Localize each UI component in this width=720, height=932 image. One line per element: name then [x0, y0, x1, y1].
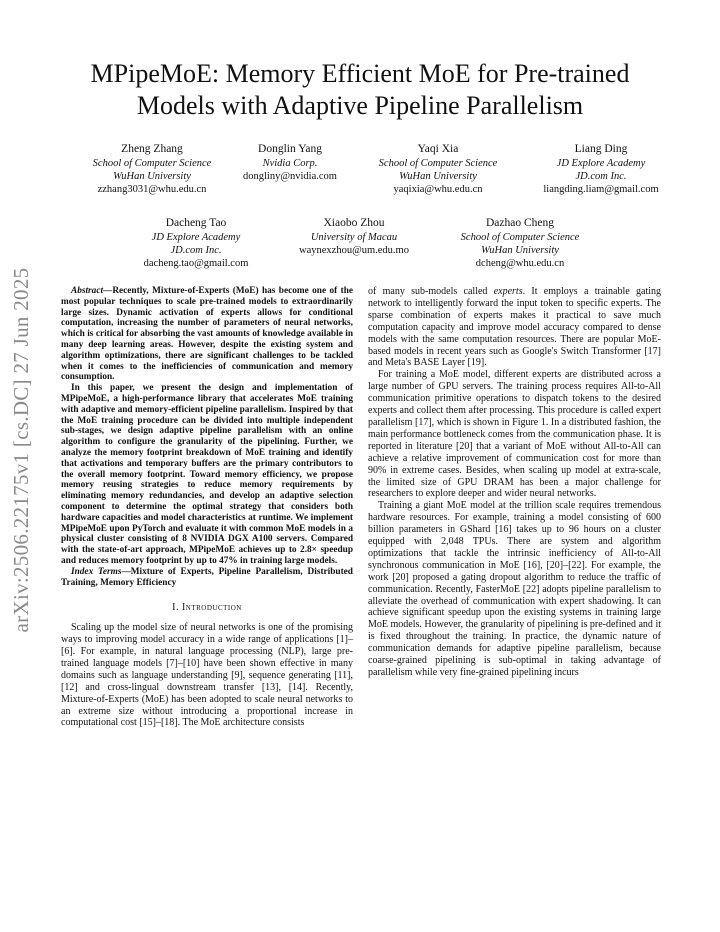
- right-column: [368, 286, 661, 679]
- author-block: [82, 143, 222, 196]
- author-affiliation: University of Macau: [310, 232, 398, 243]
- author-name: Liang Ding: [574, 143, 628, 155]
- text-run: . It employs a trainable gating network to intelligently forward the input token to specific experts. The sparse combination of experts makes it practical to save much computation capacity and improve model accuracy compared to dense models with the same computation resources. There are popular MoE-based models in recent years such as Google's Switch Transformer [17] and Meta's BASE Layer [19].: [368, 286, 661, 369]
- author-name: Dazhao Cheng: [485, 217, 555, 229]
- section-heading: I. Introduction: [172, 602, 242, 614]
- body-paragraph: Scaling up the model size of neural networks is one of the promising ways to improving model accuracy in a wide range of applications [1]–[6]. For example, in natural language processing (NLP), large pre-trained language models [7]–[10] have been shown effective in many domains such as language understanding [9], sequence generating [11], [12] and cross-lingual downstream transfer [13], [14]. Recently, Mixture-of-Experts (MoE) has been adopted to scale neural networks to an extreme size without introducing a proportional increase in computational cost [15]–[18]. The MoE architecture consists: [61, 622, 353, 729]
- author-org: WuHan University: [481, 245, 559, 256]
- left-column: [61, 286, 353, 729]
- author-email: zzhang3031@whu.edu.cn: [97, 184, 207, 195]
- author-affiliation: JD Explore Academy: [556, 158, 646, 169]
- abstract-paragraph: [61, 286, 353, 383]
- author-org: WuHan University: [113, 171, 191, 182]
- author-block: [225, 143, 355, 183]
- author-affiliation: JD Explore Academy: [151, 232, 241, 243]
- text-run: of many sub-models called: [368, 286, 494, 297]
- author-org: WuHan University: [399, 171, 477, 182]
- author-block: [284, 217, 424, 257]
- author-org: JD.com Inc.: [575, 171, 627, 182]
- abstract-lead: Abstract: [71, 286, 104, 296]
- author-name: Dacheng Tao: [165, 217, 227, 229]
- body-paragraph: Training a giant MoE model at the trillion scale requires tremendous hardware resources. For example, training a model consisting of 600 billion parameters in GShard [16] takes up to 96 hours on a cluster equipped with 2,048 TPUs. There are system and algorithm optimizations that tackle the intrinsic inefficiency of All-to-All synchronous communication in MoE [16], [20]–[22]. For example, the work [20] proposed a gating dropout algorithm to reduce the traffic of communication. Recently, FasterMoE [22] adopts pipeline parallelism to alleviate the overhead of communication with expert shadowing. It can achieve significant speedup upon the existing systems in training large MoE models. However, the granularity of pipelining is pre-defined and it is fixed throughout the training. In practice, the dynamic nature of communication demands for adaptive pipeline parallelism, because coarse-grained pipelining is sub-optimal in taking advantage of parallelism while very fine-grained pipelining incurs: [368, 500, 661, 678]
- author-block: [126, 217, 266, 270]
- author-name: Donglin Yang: [258, 143, 322, 155]
- author-name: Yaqi Xia: [417, 143, 459, 155]
- author-org: JD.com Inc.: [170, 245, 222, 256]
- abstract: [61, 286, 353, 567]
- author-email: waynexzhou@um.edu.mo: [299, 245, 409, 256]
- author-email: liangding.liam@gmail.com: [543, 184, 659, 195]
- arxiv-stamp: arXiv:2506.22175v1 [cs.DC] 27 Jun 2025: [9, 267, 33, 633]
- index-terms-text: —Mixture of Experts, Pipeline Parallelism, Distributed Training, Memory Efficiency: [61, 566, 353, 588]
- author-email: dcheng@whu.edu.cn: [475, 258, 565, 269]
- author-affiliation: School of Computer Science: [460, 232, 580, 243]
- body-paragraph: [368, 286, 661, 369]
- author-name: Zheng Zhang: [121, 143, 183, 155]
- author-affiliation: Nvidia Corp.: [262, 158, 318, 169]
- author-block: [445, 217, 595, 270]
- author-affiliation: School of Computer Science: [378, 158, 498, 169]
- author-name: Xiaobo Zhou: [323, 217, 385, 229]
- author-email: yaqixia@whu.edu.cn: [393, 184, 483, 195]
- abstract-text: —Recently, Mixture-of-Experts (MoE) has become one of the most popular techniques to scale pre-trained models to extraordinarily large sizes. Dynamic activation of experts allows for conditional computation, increasing the number of parameters of neural networks, which is critical for absorbing the vast amounts of knowledge available in many deep learning areas. However, despite the existing system and algorithm optimizations, there are significant challenges to be tackled when it comes to the inefficiencies of communication and memory consumption.: [61, 286, 353, 383]
- author-block: [526, 143, 676, 196]
- author-affiliation: School of Computer Science: [92, 158, 212, 169]
- introduction-body: [61, 622, 353, 729]
- index-terms-lead: Index Terms: [71, 566, 122, 577]
- abstract-paragraph: In this paper, we present the design and implementation of MPipeMoE, a high-performance library that accelerates MoE training with adaptive and memory-efficient pipeline parallelism. Inspired by that the MoE training procedure can be divided into multiple independent sub-stages, we design adaptive pipeline parallelism with an online algorithm to configure the granularity of the pipelining. Further, we analyze the memory footprint breakdown of MoE training and identify that activations and temporary buffers are the primary contributors to the overall memory footprint. Toward memory efficiency, we propose memory reusing strategies to reduce memory requirements by eliminating memory redundancies, and develop an adaptive selection component to determine the optimal strategy that considers both hardware capacities and model characteristics at runtime. We implement MPipeMoE upon PyTorch and evaluate it with common MoE models in a physical cluster consisting of 8 NVIDIA DGX A100 servers. Compared with the state-of-art approach, MPipeMoE achieves up to 2.8× speedup and reduces memory footprint by up to 47% in training large models.: [61, 383, 353, 566]
- body-paragraph: For training a MoE model, different experts are distributed across a large number of GPU servers. The training process requires All-to-All communication primitive operations to dispatch tokens to the desired experts and collect them after processing. This procedure is called expert parallelism [17], which is shown in Figure 1. In a distributed fashion, the main performance bottleneck comes from the communication phase. It is reported in literature [20] that a variant of MoE without All-to-All can achieve a relative improvement of communication cost for more than 90% in extreme cases. Besides, when scaling up model at extra-scale, the limited size of GPU DRAM has been a major challenge for researchers to explore deeper and wider neural networks.: [368, 369, 661, 500]
- index-terms: [61, 567, 353, 589]
- author-block: [363, 143, 513, 196]
- emphasis-text: experts: [493, 286, 523, 297]
- author-email: dongliny@nvidia.com: [243, 171, 337, 182]
- paper-title: MPipeMoE: Memory Efficient MoE for Pre-trained Models with Adaptive Pipeline Parallelism: [90, 59, 630, 120]
- author-email: dacheng.tao@gmail.com: [143, 258, 249, 269]
